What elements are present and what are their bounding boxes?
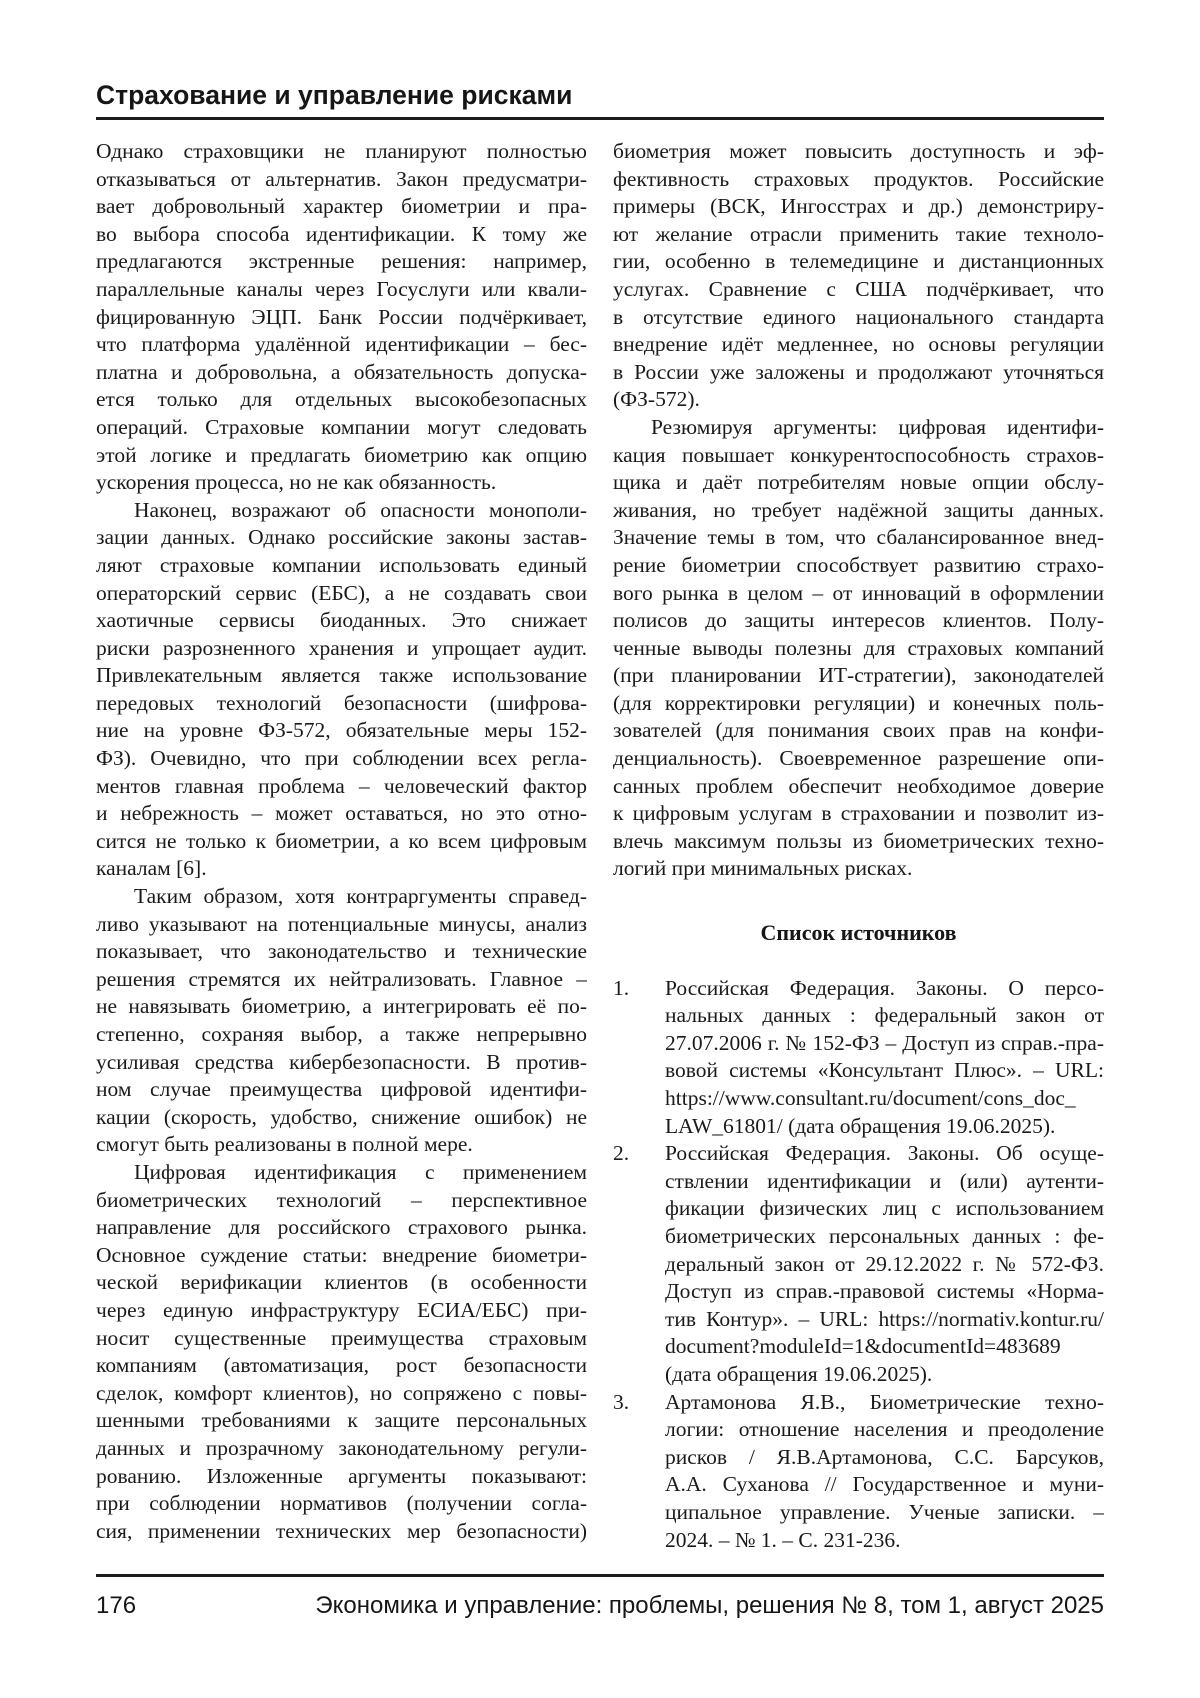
text-line: рованию. Изложенные аргументы показывают: <box>96 1463 587 1488</box>
paragraph <box>613 414 1104 883</box>
text-line: кации (скорость, удобство, снижение ошибок) не <box>96 1104 587 1129</box>
text-line: рисков / Я.В.Артамонова, С.С. Барсуков, <box>665 1444 1104 1469</box>
text-line: живания, но требует надёжной защиты данных. <box>613 497 1104 522</box>
text-line: ментов главная проблема – человеческий фактор <box>96 773 587 798</box>
journal-title-line: Экономика и управление: проблемы, решения № 8, том 1, август 2025 <box>315 1592 1104 1619</box>
text-line: усиливая средства кибербезопасности. В против- <box>96 1049 587 1074</box>
reference-text <box>665 1389 1104 1555</box>
text-line: ляют страховые компании использовать единый <box>96 552 587 577</box>
reference-number: 2. <box>613 1141 630 1166</box>
paragraph <box>96 883 587 1159</box>
text-line: не навязывать биометрию, а интегрировать её по- <box>96 994 587 1019</box>
reference-text <box>665 1140 1104 1388</box>
text-line: ческой верификации клиентов (в особенности <box>96 1270 587 1295</box>
text-line: вовой системы «Консультант Плюс». – URL: <box>665 1058 1104 1083</box>
text-line: фикации физических лиц с использованием <box>665 1196 1104 1221</box>
text-line: смогут быть реализованы в полной мере. <box>96 1132 473 1157</box>
reference-item <box>613 1140 1104 1388</box>
text-line: https://www.consultant.ru/document/cons_doc_ <box>665 1086 1076 1110</box>
text-line: шенными требованиями к защите персональных <box>96 1408 587 1433</box>
reference-text <box>665 975 1104 1141</box>
text-line: ние на уровне ФЗ-572, обязательные меры 152- <box>96 718 587 743</box>
text-line: Привлекательным является также использование <box>96 663 587 688</box>
text-line: Доступ из справ.-правовой системы «Норма- <box>665 1279 1104 1304</box>
text-line: гии, особенно в телемедицине и дистанционных <box>613 249 1104 274</box>
text-line: носит существенные преимущества страховым <box>96 1325 587 1350</box>
text-line: ченные выводы полезны для страховых компаний <box>613 635 1104 660</box>
text-line: Значение темы в том, что сбалансированное внед- <box>613 525 1104 550</box>
text-line: степенно, сохраняя выбор, а также непрерывно <box>96 1022 587 1046</box>
paragraph <box>96 1159 587 1545</box>
text-line: ном случае преимущества цифровой идентифи- <box>96 1077 587 1102</box>
text-line: этой логике и предлагать биометрию как опцию <box>96 442 587 467</box>
text-line: каналам [6]. <box>96 856 207 881</box>
text-line: document?moduleId=1&documentId=483689 <box>665 1334 1061 1359</box>
paragraph <box>613 138 1104 414</box>
text-line: зации данных. Однако российские законы застав- <box>96 525 587 550</box>
text-line: к цифровым услугам в страховании и позволит из- <box>613 801 1104 826</box>
text-line: биометрия может повысить доступность и эф- <box>613 139 1104 163</box>
reference-number: 3. <box>613 1389 630 1414</box>
text-line: ципальное управление. Ученые записки. – <box>665 1499 1104 1524</box>
text-line: (при планировании ИТ-стратегии), законодателей <box>613 663 1104 688</box>
reference-number: 1. <box>613 975 630 1000</box>
text-line: сия, применении технических мер безопасности) <box>96 1518 587 1543</box>
text-line: показывает, что законодательство и технические <box>96 939 587 964</box>
text-line: полисов до защиты интересов клиентов. Полу- <box>613 608 1104 633</box>
text-line: компаниям (автоматизация, рост безопасности <box>96 1353 587 1378</box>
text-line: ускорения процесса, но не как обязанность. <box>96 470 497 495</box>
text-line: и небрежность – может оставаться, но это отно- <box>96 801 587 826</box>
text-line: санных проблем обеспечит необходимое доверие <box>613 773 1104 798</box>
page-footer <box>96 1591 1104 1621</box>
text-line: вает добровольный характер биометрии и пра- <box>96 194 587 219</box>
text-line: (для корректировки регуляции) и конечных поль- <box>613 690 1104 715</box>
text-line: логий при минимальных рисках. <box>613 856 913 881</box>
text-line: деральный закон от 29.12.2022 г. № 572-ФЗ. <box>665 1251 1104 1276</box>
text-line: биометрических персональных данных : фе- <box>665 1223 1104 1248</box>
text-line: при соблюдении нормативов (получении согла- <box>96 1491 587 1516</box>
text-line: услугах. Сравнение с США подчёркивает, что <box>613 276 1104 301</box>
text-line: влечь максимум пользы из биометрических техно- <box>613 828 1104 853</box>
text-line: Наконец, возражают об опасности монополи- <box>134 497 587 522</box>
text-line: во выбора способа идентификации. К тому же <box>96 221 587 246</box>
text-line: 27.07.2006 г. № 152-ФЗ – Доступ из справ.-пра- <box>665 1030 1104 1055</box>
text-line: данных и прозрачному законодательному регули- <box>96 1435 587 1460</box>
text-line: Резюмируя аргументы: цифровая идентифи- <box>651 414 1104 439</box>
text-line: примеры (ВСК, Ингосстрах и др.) демонстриру- <box>613 194 1104 219</box>
text-line: ствлении идентификации и (или) аутенти- <box>665 1168 1104 1193</box>
paragraph <box>96 497 587 883</box>
text-line: Цифровая идентификация с применением <box>134 1159 587 1184</box>
text-line: А.А. Суханова // Государственное и муни- <box>665 1472 1104 1497</box>
text-line: Основное суждение статьи: внедрение биометри- <box>96 1242 587 1267</box>
text-line: операторский сервис (ЕБС), а не создавать свои <box>96 580 587 605</box>
text-line: кация повышает конкурентоспособность страхов- <box>613 442 1104 467</box>
text-line: отказываться от альтернатив. Закон предусматри- <box>96 166 587 191</box>
footer-rule <box>96 1574 1104 1577</box>
text-line: ется только для отдельных высокобезопасных <box>96 387 587 412</box>
text-line: Артамонова Я.В., Биометрические техно- <box>665 1389 1104 1414</box>
article-body <box>96 138 1104 1554</box>
text-line: ливо указывают на потенциальные минусы, анализ <box>96 911 587 936</box>
reference-item <box>613 1389 1104 1555</box>
text-line: внедрение идёт медленнее, но основы регуляции <box>613 332 1104 357</box>
text-line: вого рынка в целом – от инноваций в оформлении <box>613 580 1104 605</box>
reference-item <box>613 975 1104 1141</box>
right-column-paragraphs <box>613 138 1104 883</box>
right-column <box>613 138 1104 1554</box>
text-line: предлагаются экстренные решения: например, <box>96 249 587 274</box>
text-line: 2024. – № 1. – С. 231-236. <box>665 1527 901 1552</box>
section-heading: Страхование и управление рисками <box>96 80 573 110</box>
text-line: тив Контур». – URL: https://normativ.kontur.ru/ <box>665 1306 1104 1331</box>
text-line: сится не только к биометрии, а ко всем цифровым <box>96 828 587 853</box>
text-line: Российская Федерация. Законы. Об осуще- <box>665 1141 1104 1166</box>
text-line: рение биометрии способствует развитию страхо- <box>613 552 1104 577</box>
header-rule <box>96 117 1104 120</box>
text-line: хаотичные сервисы биоданных. Это снижает <box>96 608 587 633</box>
page-number: 176 <box>96 1592 137 1619</box>
text-line: через единую инфраструктуру ЕСИА/ЕБС) при- <box>96 1297 587 1322</box>
text-line: направление для российского страхового рынка. <box>96 1215 587 1240</box>
text-line: LAW_61801/ (дата обращения 19.06.2025). <box>665 1113 1056 1138</box>
text-line: ФЗ). Очевидно, что при соблюдении всех регла- <box>96 746 587 771</box>
text-line: сделок, комфорт клиентов), но сопряжено с повы- <box>96 1380 587 1405</box>
text-line: что платформа удалённой идентификации – бес- <box>96 332 587 357</box>
text-line: Однако страховщики не планируют полностью <box>96 139 587 163</box>
text-line: риски разрозненного хранения и упрощает аудит. <box>96 635 587 660</box>
paragraph <box>96 138 587 497</box>
text-line: зователей (для понимания своих прав на конфи- <box>613 718 1104 743</box>
text-line: решения стремятся их нейтрализовать. Главное – <box>96 966 587 991</box>
text-line: щика и даёт потребителям новые опции обслу- <box>613 470 1104 495</box>
text-line: Российская Федерация. Законы. О персо- <box>665 975 1104 1000</box>
text-line: платна и добровольна, а обязательность допуска- <box>96 359 587 384</box>
text-line: ют желание отрасли применить такие техноло- <box>613 221 1104 246</box>
text-line: фицированную ЭЦП. Банк России подчёркивает, <box>96 304 587 329</box>
text-line: в отсутствие единого национального стандарта <box>613 304 1104 329</box>
text-line: (ФЗ-572). <box>613 387 700 412</box>
text-line: биометрических технологий – перспективное <box>96 1187 587 1212</box>
text-line: логии: отношение населения и преодоление <box>665 1417 1104 1442</box>
text-line: параллельные каналы через Госуслуги или квали- <box>96 276 587 301</box>
text-line: в России уже заложены и продолжают уточняться <box>613 359 1104 384</box>
text-line: денциальность). Своевременное разрешение опи- <box>613 746 1104 771</box>
references-heading: Список источников <box>760 920 957 946</box>
text-line: нальных данных : федеральный закон от <box>665 1003 1104 1028</box>
text-line: (дата обращения 19.06.2025). <box>665 1361 933 1386</box>
references-list <box>613 975 1104 1554</box>
text-line: операций. Страховые компании могут следовать <box>96 414 587 439</box>
text-line: фективность страховых продуктов. Российские <box>613 166 1104 191</box>
text-line: Таким образом, хотя контраргументы справед- <box>134 884 587 909</box>
text-line: передовых технологий безопасности (шифрова- <box>96 690 587 715</box>
left-column <box>96 138 587 1554</box>
